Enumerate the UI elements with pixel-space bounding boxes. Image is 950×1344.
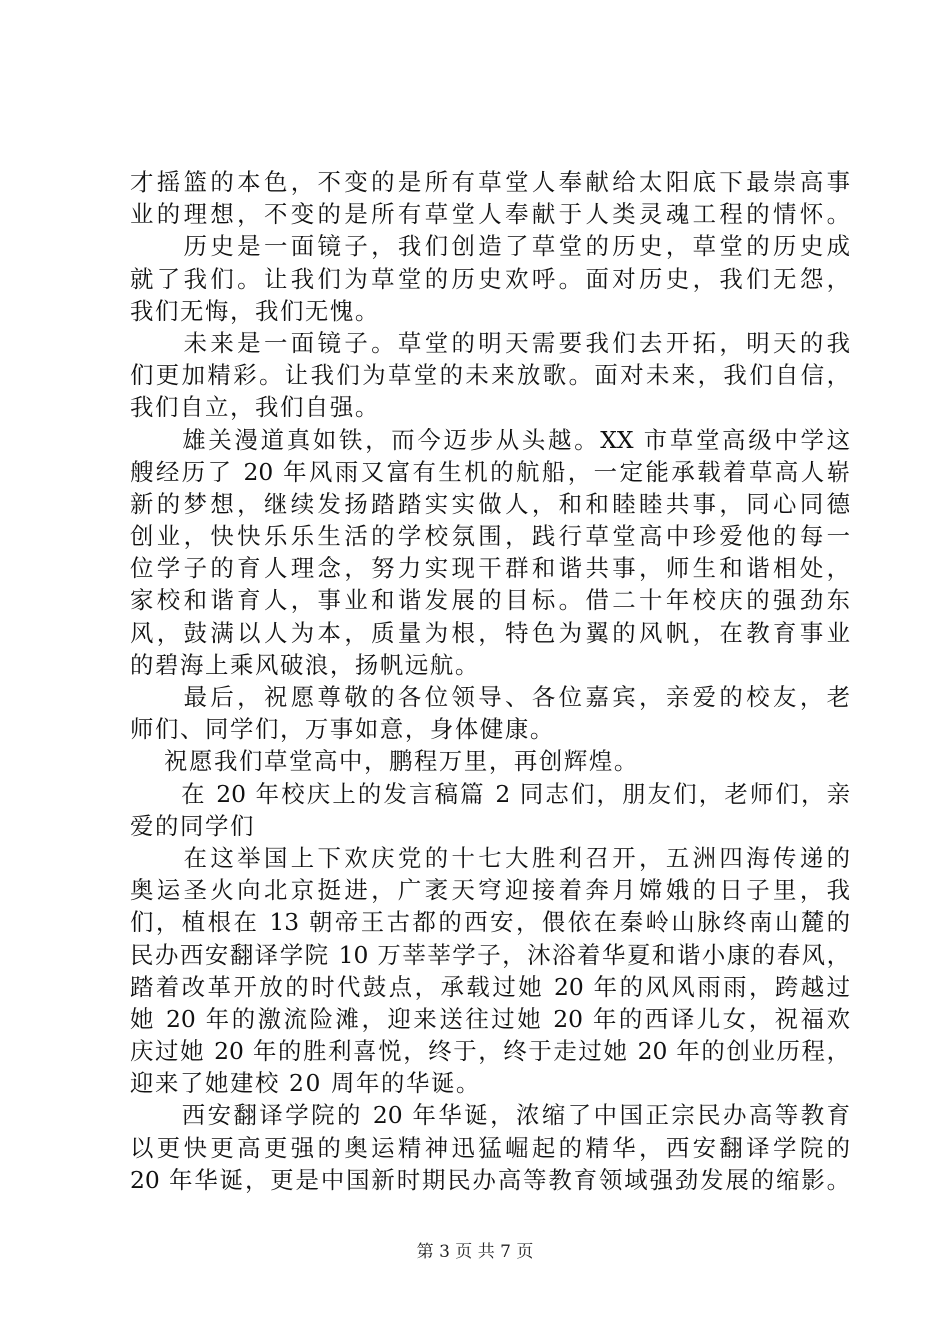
- text-line: 们，植根在 13 朝帝王古都的西安，偎依在秦岭山脉终南山麓的: [130, 908, 850, 937]
- text-line: 以更快更高更强的奥运精神迅猛崛起的精华，西安翻译学院的: [130, 1133, 850, 1162]
- text-line: 才摇篮的本色，不变的是所有草堂人奉献给太阳底下最崇高事: [130, 168, 850, 196]
- text-line: 在 20 年校庆上的发言稿篇 2 同志们，朋友们，老师们，亲: [130, 779, 850, 808]
- text-line: 新的梦想，继续发扬踏踏实实做人，和和睦睦共事，同心同德: [130, 489, 850, 518]
- text-line: 就了我们。让我们为草堂的历史欢呼。面对历史，我们无怨，: [130, 264, 850, 293]
- page-footer: 第 3 页 共 7 页: [416, 1242, 534, 1262]
- text-line: 祝愿我们草堂高中，鹏程万里，再创辉煌。: [130, 747, 639, 776]
- text-line: 家校和谐育人，事业和谐发展的目标。借二十年校庆的强劲东: [130, 586, 850, 615]
- text-line: 最后，祝愿尊敬的各位领导、各位嘉宾，亲爱的校友，老: [130, 683, 850, 711]
- text-line: 风，鼓满以人为本，质量为根，特色为翼的风帆，在教育事业: [130, 618, 850, 647]
- text-line: 20 年华诞，更是中国新时期民办高等教育领域强劲发展的缩影。: [130, 1165, 850, 1194]
- text-line: 民办西安翻译学院 10 万莘莘学子，沐浴着华夏和谐小康的春风，: [130, 940, 850, 969]
- text-line: 师们、同学们，万事如意，身体健康。: [130, 715, 555, 744]
- text-line: 艘经历了 20 年风雨又富有生机的航船，一定能承载着草高人崭: [130, 457, 850, 486]
- text-line: 的碧海上乘风破浪，扬帆远航。: [130, 650, 480, 679]
- text-line: 业的理想，不变的是所有草堂人奉献于人类灵魂工程的情怀。: [130, 200, 850, 229]
- text-line: 奥运圣火向北京挺进，广袤天穹迎接着奔月嫦娥的日子里，我: [130, 876, 850, 905]
- text-line: 西安翻译学院的 20 年华诞，浓缩了中国正宗民办高等教育: [130, 1101, 850, 1130]
- text-line: 历史是一面镜子，我们创造了草堂的历史，草堂的历史成: [130, 232, 850, 261]
- text-line: 迎来了她建校 20 周年的华诞。: [130, 1069, 481, 1098]
- text-line: 雄关漫道真如铁，而今迈步从头越。XX 市草堂高级中学这: [130, 425, 850, 454]
- text-line: 我们无悔，我们无愧。: [130, 296, 380, 325]
- text-line: 她 20 年的激流险滩，迎来送往过她 20 年的西译儿女，祝福欢: [130, 1004, 850, 1033]
- text-line: 我们自立，我们自强。: [130, 393, 380, 422]
- text-line: 踏着改革开放的时代鼓点，承载过她 20 年的风风雨雨，跨越过: [130, 972, 850, 1001]
- text-line: 位学子的育人理念，努力实现干群和谐共事，师生和谐相处，: [130, 554, 850, 583]
- text-line: 在这举国上下欢庆党的十七大胜利召开，五洲四海传递的: [130, 843, 850, 872]
- text-line: 未来是一面镜子。草堂的明天需要我们去开拓，明天的我: [130, 328, 850, 357]
- text-line: 创业，快快乐乐生活的学校氛围，践行草堂高中珍爱他的每一: [130, 522, 850, 551]
- body-text: [130, 166, 850, 1196]
- text-line: 庆过她 20 年的胜利喜悦，终于，终于走过她 20 年的创业历程，: [130, 1037, 850, 1066]
- text-line: 爱的同学们: [130, 811, 255, 840]
- text-line: 们更加精彩。让我们为草堂的未来放歌。面对未来，我们自信，: [130, 361, 850, 390]
